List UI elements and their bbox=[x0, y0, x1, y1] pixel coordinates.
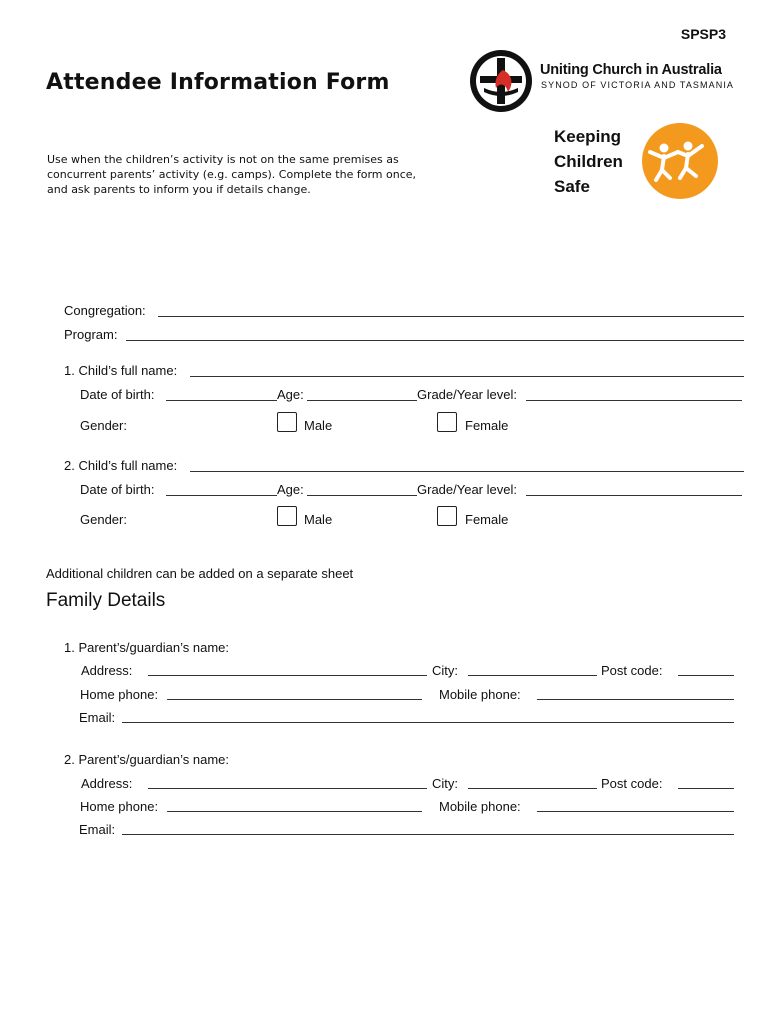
child-2-name-field[interactable] bbox=[190, 471, 744, 472]
child-1-female-checkbox[interactable] bbox=[437, 412, 457, 432]
intro-text bbox=[47, 152, 427, 197]
org-name: Uniting Church in Australia bbox=[540, 62, 722, 78]
child-2-age-label: Age: bbox=[277, 482, 304, 497]
additional-children-note: Additional children can be added on a separate sheet bbox=[46, 566, 354, 581]
parent-2-address-field[interactable] bbox=[148, 788, 427, 789]
parent-2-email-label: Email: bbox=[79, 822, 116, 837]
parent-2-address-label: Address: bbox=[81, 776, 133, 791]
uniting-church-logo bbox=[468, 48, 534, 119]
child-2-name-label: 2. Child’s full name: bbox=[64, 458, 178, 473]
badge-line-1: Keeping bbox=[554, 127, 622, 146]
parent-1-home-phone-field[interactable] bbox=[167, 699, 422, 700]
child-2-female-checkbox[interactable] bbox=[437, 506, 457, 526]
child-1-dob-label: Date of birth: bbox=[80, 387, 155, 402]
congregation-label: Congregation: bbox=[64, 303, 146, 318]
parent-1-mobile-phone-field[interactable] bbox=[537, 699, 734, 700]
parent-2-email-field[interactable] bbox=[122, 834, 734, 835]
parent-1-name-label: 1. Parent’s/guardian’s name: bbox=[64, 640, 230, 655]
parent-1-postcode-label: Post code: bbox=[601, 663, 663, 678]
child-1-female-label: Female bbox=[465, 418, 509, 433]
child-2-dob-label: Date of birth: bbox=[80, 482, 155, 497]
intro-line-2: concurrent parents’ activity (e.g. camps). Complete the form once, bbox=[47, 168, 416, 181]
children-safe-icon bbox=[640, 122, 720, 205]
child-1-name-label: 1. Child’s full name: bbox=[64, 363, 178, 378]
child-1-male-label: Male bbox=[304, 418, 333, 433]
parent-2-home-phone-field[interactable] bbox=[167, 811, 422, 812]
badge-line-3: Safe bbox=[554, 177, 590, 196]
parent-1-postcode-field[interactable] bbox=[678, 675, 734, 676]
child-1-age-label: Age: bbox=[277, 387, 304, 402]
parent-1-email-label: Email: bbox=[79, 710, 116, 725]
child-2-grade-label: Grade/Year level: bbox=[417, 482, 517, 497]
child-1-gender-label: Gender: bbox=[80, 418, 127, 433]
parent-1-home-phone-label: Home phone: bbox=[80, 687, 159, 702]
family-details-heading: Family Details bbox=[46, 590, 166, 611]
child-1-age-field[interactable] bbox=[307, 400, 417, 401]
parent-1-address-field[interactable] bbox=[148, 675, 427, 676]
child-2-male-label: Male bbox=[304, 512, 333, 527]
child-1-grade-label: Grade/Year level: bbox=[417, 387, 517, 402]
org-subtitle: SYNOD OF VICTORIA AND TASMANIA bbox=[541, 80, 735, 90]
child-2-male-checkbox[interactable] bbox=[277, 506, 297, 526]
parent-2-mobile-phone-field[interactable] bbox=[537, 811, 734, 812]
intro-line-1: Use when the children’s activity is not on the same premises as bbox=[47, 153, 399, 166]
child-2-gender-label: Gender: bbox=[80, 512, 127, 527]
form-code: SPSP3 bbox=[680, 26, 726, 42]
child-1-dob-field[interactable] bbox=[166, 400, 277, 401]
parent-2-city-field[interactable] bbox=[468, 788, 597, 789]
badge-line-2: Children bbox=[554, 152, 623, 171]
parent-2-name-label: 2. Parent’s/guardian’s name: bbox=[64, 752, 230, 767]
child-1-male-checkbox[interactable] bbox=[277, 412, 297, 432]
parent-2-city-label: City: bbox=[432, 776, 458, 791]
page-title: Attendee Information Form bbox=[46, 70, 390, 95]
intro-line-3: and ask parents to inform you if details change. bbox=[47, 183, 311, 196]
parent-2-home-phone-label: Home phone: bbox=[80, 799, 159, 814]
parent-1-mobile-phone-label: Mobile phone: bbox=[439, 687, 521, 702]
child-1-name-field[interactable] bbox=[190, 376, 744, 377]
parent-2-postcode-label: Post code: bbox=[601, 776, 663, 791]
parent-1-city-label: City: bbox=[432, 663, 458, 678]
child-2-dob-field[interactable] bbox=[166, 495, 277, 496]
program-label: Program: bbox=[64, 327, 118, 342]
congregation-field[interactable] bbox=[158, 316, 744, 317]
child-2-age-field[interactable] bbox=[307, 495, 417, 496]
parent-2-mobile-phone-label: Mobile phone: bbox=[439, 799, 521, 814]
parent-1-city-field[interactable] bbox=[468, 675, 597, 676]
child-1-grade-field[interactable] bbox=[526, 400, 742, 401]
program-field[interactable] bbox=[126, 340, 744, 341]
parent-1-address-label: Address: bbox=[81, 663, 133, 678]
child-2-female-label: Female bbox=[465, 512, 509, 527]
child-2-grade-field[interactable] bbox=[526, 495, 742, 496]
parent-2-postcode-field[interactable] bbox=[678, 788, 734, 789]
parent-1-email-field[interactable] bbox=[122, 722, 734, 723]
